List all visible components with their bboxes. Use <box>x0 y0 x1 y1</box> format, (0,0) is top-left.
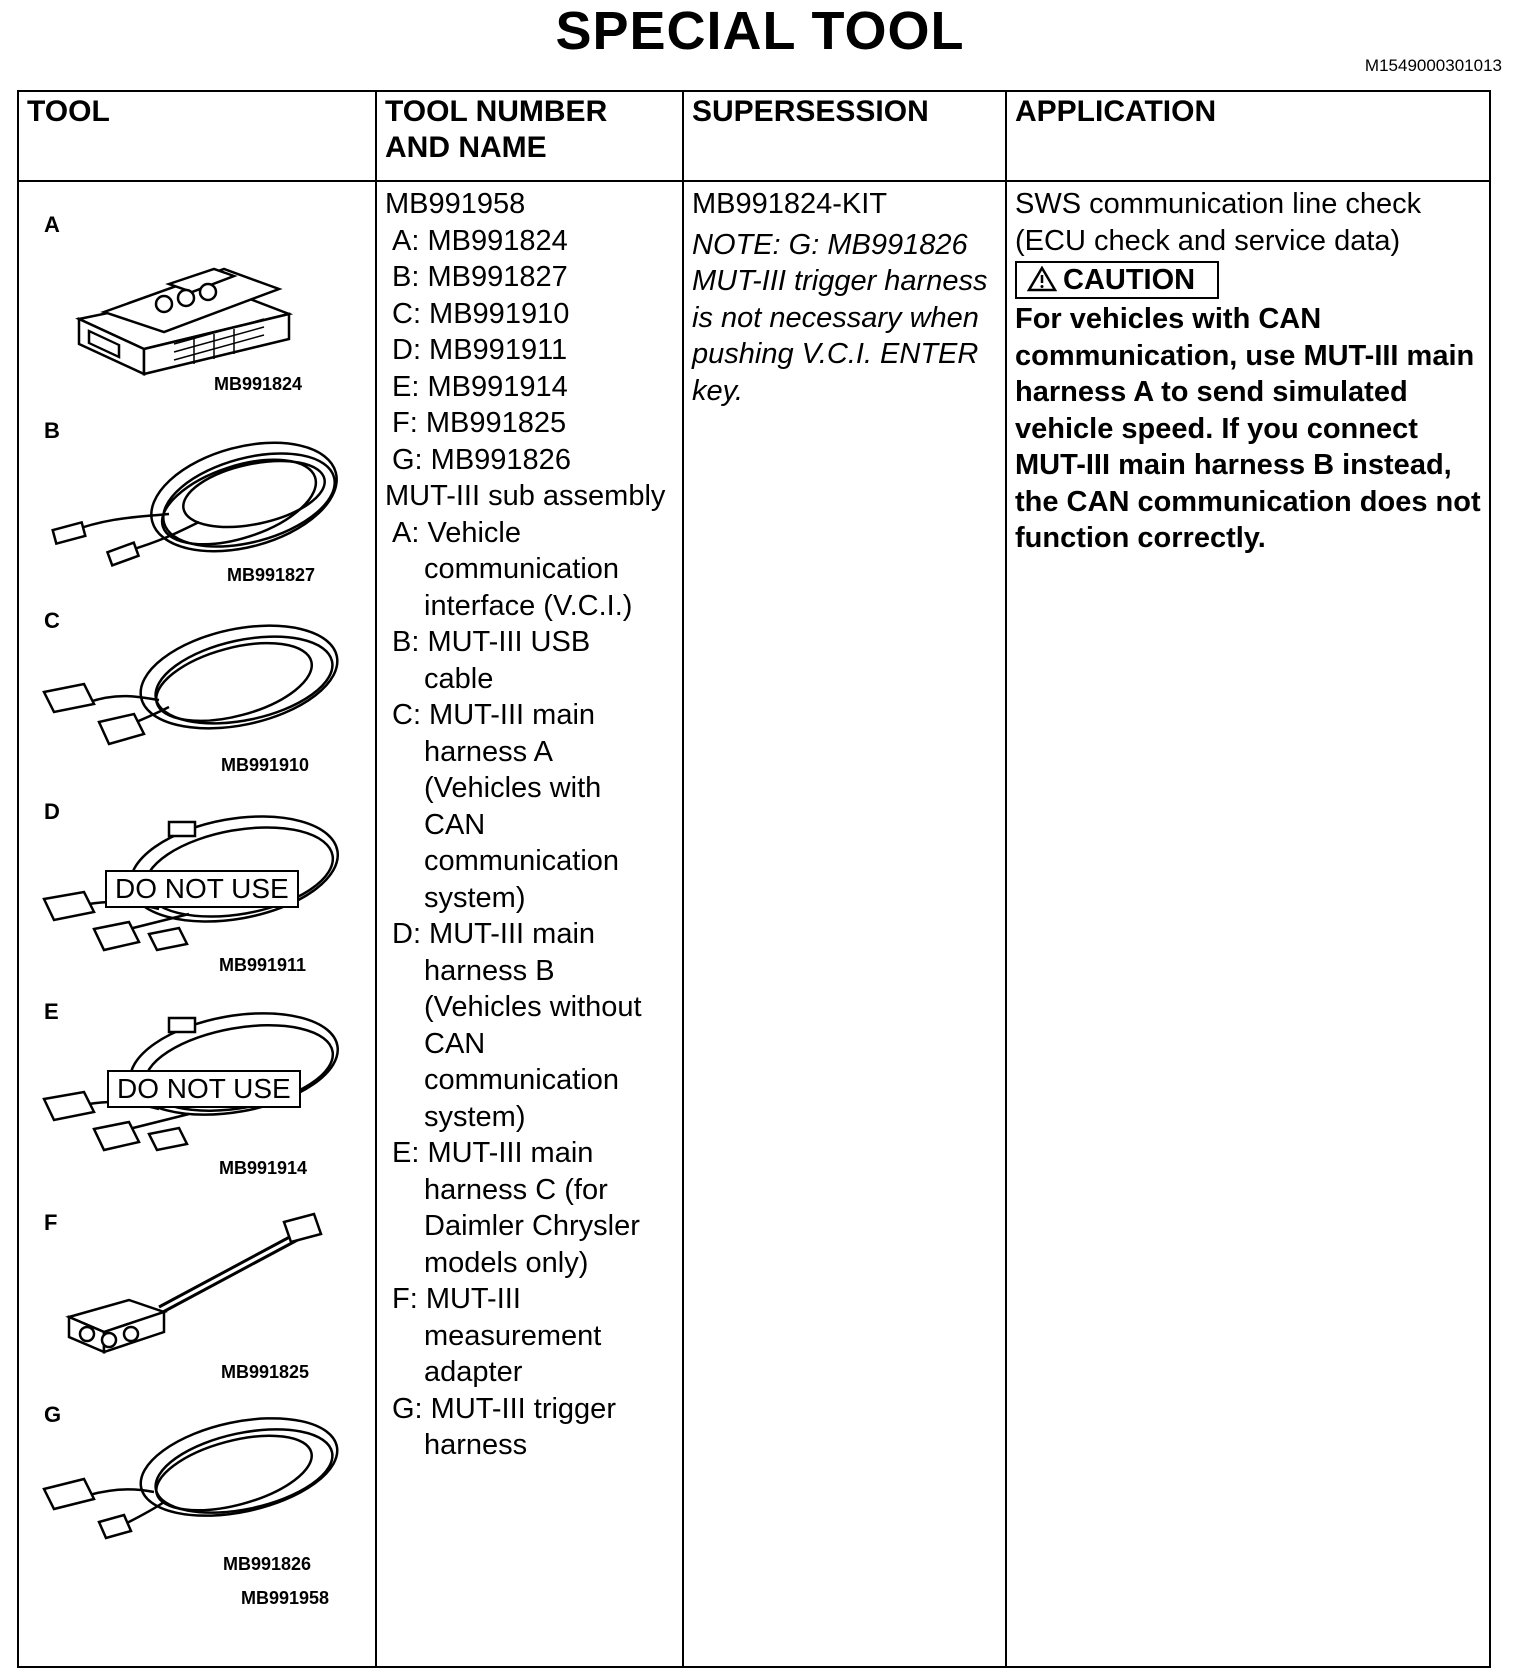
application-text: SWS communication line check (ECU check and service data) <box>1015 188 1422 257</box>
caution-label: CAUTION <box>1063 264 1196 296</box>
part-item: D: MB991911 <box>392 334 568 366</box>
tool-number-c: MB991910 <box>221 755 310 775</box>
page-title: SPECIAL TOOL <box>555 1 965 61</box>
do-not-use-stamp-e: DO NOT USE <box>107 1070 301 1108</box>
table-row <box>18 181 1490 1667</box>
component-item <box>392 1391 674 1464</box>
warning-triangle-icon <box>1027 266 1057 292</box>
component-line: harness <box>424 1429 528 1461</box>
supersession-cell <box>683 181 1006 1667</box>
caution-text: For vehicles with CAN communication, use MUT-III main harness A to send simulated vehicle speed. If you connect MUT-III main harness B instead, the CAN communication does not function correctly. <box>1015 303 1481 554</box>
component-item <box>392 697 674 916</box>
tool-number-e: MB991914 <box>219 1158 308 1178</box>
part-list <box>385 223 674 479</box>
component-line: communication <box>424 553 620 585</box>
component-item <box>392 1135 674 1281</box>
tool-label-d: D <box>44 799 60 824</box>
tool-label-b: B <box>44 418 60 443</box>
part-item: A: MB991824 <box>392 224 568 257</box>
component-line: adapter <box>424 1356 523 1388</box>
number-name-cell <box>376 181 683 1667</box>
document-id: M1549000301013 <box>1364 56 1502 75</box>
tool-number-f: MB991825 <box>221 1362 310 1382</box>
component-line: G: MUT-III trigger <box>392 1392 616 1425</box>
header-tool: TOOL <box>18 91 376 181</box>
tool-label-c: C <box>44 608 60 633</box>
component-line: models only) <box>424 1246 589 1279</box>
component-item <box>392 624 674 697</box>
component-line: (Vehicles with <box>424 772 602 804</box>
part-item: F: MB991825 <box>392 407 567 439</box>
component-line: harness B <box>424 954 555 987</box>
component-line: system) <box>424 881 526 914</box>
component-line: (Vehicles without <box>424 991 642 1023</box>
component-line: B: MUT-III USB <box>392 626 591 658</box>
tool-label-a: A <box>44 212 60 237</box>
part-item: C: MB991910 <box>392 297 570 330</box>
kit-main-number: MB991958 <box>385 188 526 220</box>
tool-label-f: F <box>44 1210 58 1235</box>
component-line: D: MUT-III main <box>392 918 596 950</box>
tool-number-d: MB991911 <box>219 955 307 975</box>
component-line: CAN <box>424 1027 486 1060</box>
tool-illustrations-cell <box>18 181 376 1667</box>
component-line: C: MUT-III main <box>392 699 596 731</box>
tool-number-g: MB991826 <box>223 1554 312 1574</box>
component-item <box>392 1281 674 1391</box>
header-number-name: TOOL NUMBER AND NAME <box>376 91 683 181</box>
trigger-harness-illustration <box>39 1407 354 1557</box>
supersession-value: MB991824-KIT <box>692 188 888 220</box>
header-row <box>18 91 1490 181</box>
usb-cable-illustration <box>49 422 349 572</box>
component-line: cable <box>424 662 494 695</box>
assembly-title: MUT-III sub assembly <box>385 480 666 512</box>
component-line: harness C (for <box>424 1173 608 1206</box>
tool-number-a: MB991824 <box>214 374 303 394</box>
measurement-adapter-illustration <box>59 1212 339 1362</box>
component-line: communication <box>424 845 620 877</box>
component-line: system) <box>424 1100 526 1133</box>
header-application: APPLICATION <box>1006 91 1490 181</box>
application-cell <box>1006 181 1490 1667</box>
component-line: measurement <box>424 1319 602 1352</box>
vci-unit-illustration <box>74 224 304 394</box>
part-item: B: MB991827 <box>392 261 568 293</box>
component-item <box>392 515 674 625</box>
do-not-use-stamp-d: DO NOT USE <box>105 870 299 908</box>
supersession-note: NOTE: G: MB991826 MUT-III trigger harness is not necessary when pushing V.C.I. ENTER key. <box>692 228 988 407</box>
kit-number: MB991958 <box>241 1588 330 1608</box>
component-line: interface (V.C.I.) <box>424 589 633 622</box>
component-line: Daimler Chrysler <box>424 1210 640 1242</box>
component-line: CAN <box>424 808 486 841</box>
main-harness-a-illustration <box>39 612 354 762</box>
component-line: A: Vehicle <box>392 516 521 549</box>
component-line: communication <box>424 1064 620 1096</box>
tool-number-b: MB991827 <box>227 565 316 585</box>
component-line: harness A <box>424 735 553 768</box>
component-item <box>392 916 674 1135</box>
tool-label-e: E <box>44 999 59 1024</box>
caution-box <box>1015 261 1219 299</box>
part-item: G: MB991826 <box>392 443 571 476</box>
component-line: E: MUT-III main <box>392 1137 594 1169</box>
component-line: F: MUT-III <box>392 1283 521 1315</box>
part-item: E: MB991914 <box>392 370 568 403</box>
tool-label-g: G <box>44 1402 62 1427</box>
component-list <box>385 515 674 1464</box>
special-tool-table <box>17 90 1491 1668</box>
header-supersession: SUPERSESSION <box>683 91 1006 181</box>
